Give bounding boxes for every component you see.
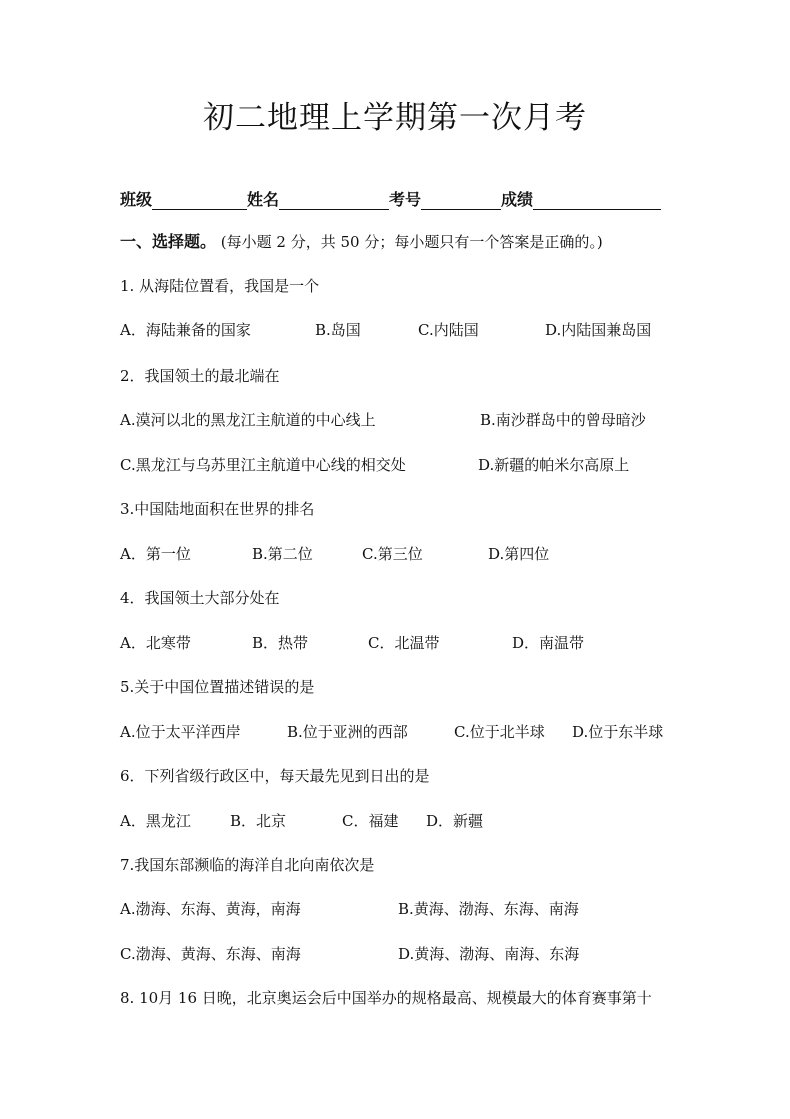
- question-stem: 3.中国陆地面积在世界的排名: [120, 500, 315, 518]
- option-d: D.位于东半球: [572, 723, 664, 741]
- section-note: (每小题 2 分，共 50 分；每小题只有一个答案是正确的。): [220, 233, 603, 251]
- option-a: A．北寒带: [120, 634, 191, 652]
- class-label: 班级: [120, 190, 153, 209]
- class-blank[interactable]: [152, 193, 247, 210]
- question-stem: 1. 从海陆位置看，我国是一个: [120, 277, 320, 295]
- option-c: C．福建: [342, 812, 399, 830]
- exam-no-label: 考号: [389, 190, 422, 209]
- option-d: D.第四位: [488, 545, 550, 563]
- option-c: C．北温带: [368, 634, 440, 652]
- option-a: A．黑龙江: [120, 812, 191, 830]
- question-stem: 4．我国领土大部分处在: [120, 589, 280, 607]
- student-info-row: [120, 190, 661, 210]
- option-d: D.新疆的帕米尔高原上: [478, 456, 630, 474]
- section-header: [120, 232, 603, 252]
- name-blank[interactable]: [279, 193, 389, 210]
- section-title: 一、选择题。: [120, 232, 217, 251]
- option-d: D．南温带: [512, 634, 585, 652]
- option-a: A．第一位: [120, 545, 191, 563]
- option-b: B．北京: [230, 812, 287, 830]
- option-c: C.渤海、黄海、东海、南海: [120, 945, 301, 963]
- question-stem: 2．我国领土的最北端在: [120, 367, 280, 385]
- question-stem: 8. 10月 16 日晚，北京奥运会后中国举办的规格最高、规模最大的体育赛事第十: [120, 989, 652, 1007]
- option-a: A.渤海、东海、黄海，南海: [120, 900, 301, 918]
- option-d: D.内陆国兼岛国: [545, 321, 652, 339]
- option-d: D．新疆: [426, 812, 484, 830]
- option-b: B.岛国: [315, 321, 361, 339]
- question-stem: 6．下列省级行政区中，每天最先见到日出的是: [120, 767, 430, 785]
- option-c: C.第三位: [362, 545, 423, 563]
- option-c: C.内陆国: [418, 321, 479, 339]
- option-b: B.南沙群岛中的曾母暗沙: [480, 411, 646, 429]
- name-label: 姓名: [247, 190, 280, 209]
- option-d: D.黄海、渤海、南海、东海: [398, 945, 580, 963]
- option-c: C.位于北半球: [454, 723, 545, 741]
- option-b: B．热带: [252, 634, 309, 652]
- option-b: B.位于亚洲的西部: [287, 723, 408, 741]
- option-b: B.黄海、渤海、东海、南海: [398, 900, 579, 918]
- option-a: A.位于太平洋西岸: [120, 723, 241, 741]
- option-b: B.第二位: [252, 545, 313, 563]
- page-title: 初二地理上学期第一次月考: [203, 100, 587, 136]
- question-stem: 5.关于中国位置描述错误的是: [120, 678, 315, 696]
- option-c: C.黑龙江与乌苏里江主航道中心线的相交处: [120, 456, 406, 474]
- option-a: A．海陆兼备的国家: [120, 321, 251, 339]
- question-stem: 7.我国东部濒临的海洋自北向南依次是: [120, 856, 375, 874]
- option-a: A.漠河以北的黑龙江主航道的中心线上: [120, 411, 376, 429]
- score-blank[interactable]: [533, 193, 661, 210]
- exam-no-blank[interactable]: [421, 193, 501, 210]
- score-label: 成绩: [501, 190, 534, 209]
